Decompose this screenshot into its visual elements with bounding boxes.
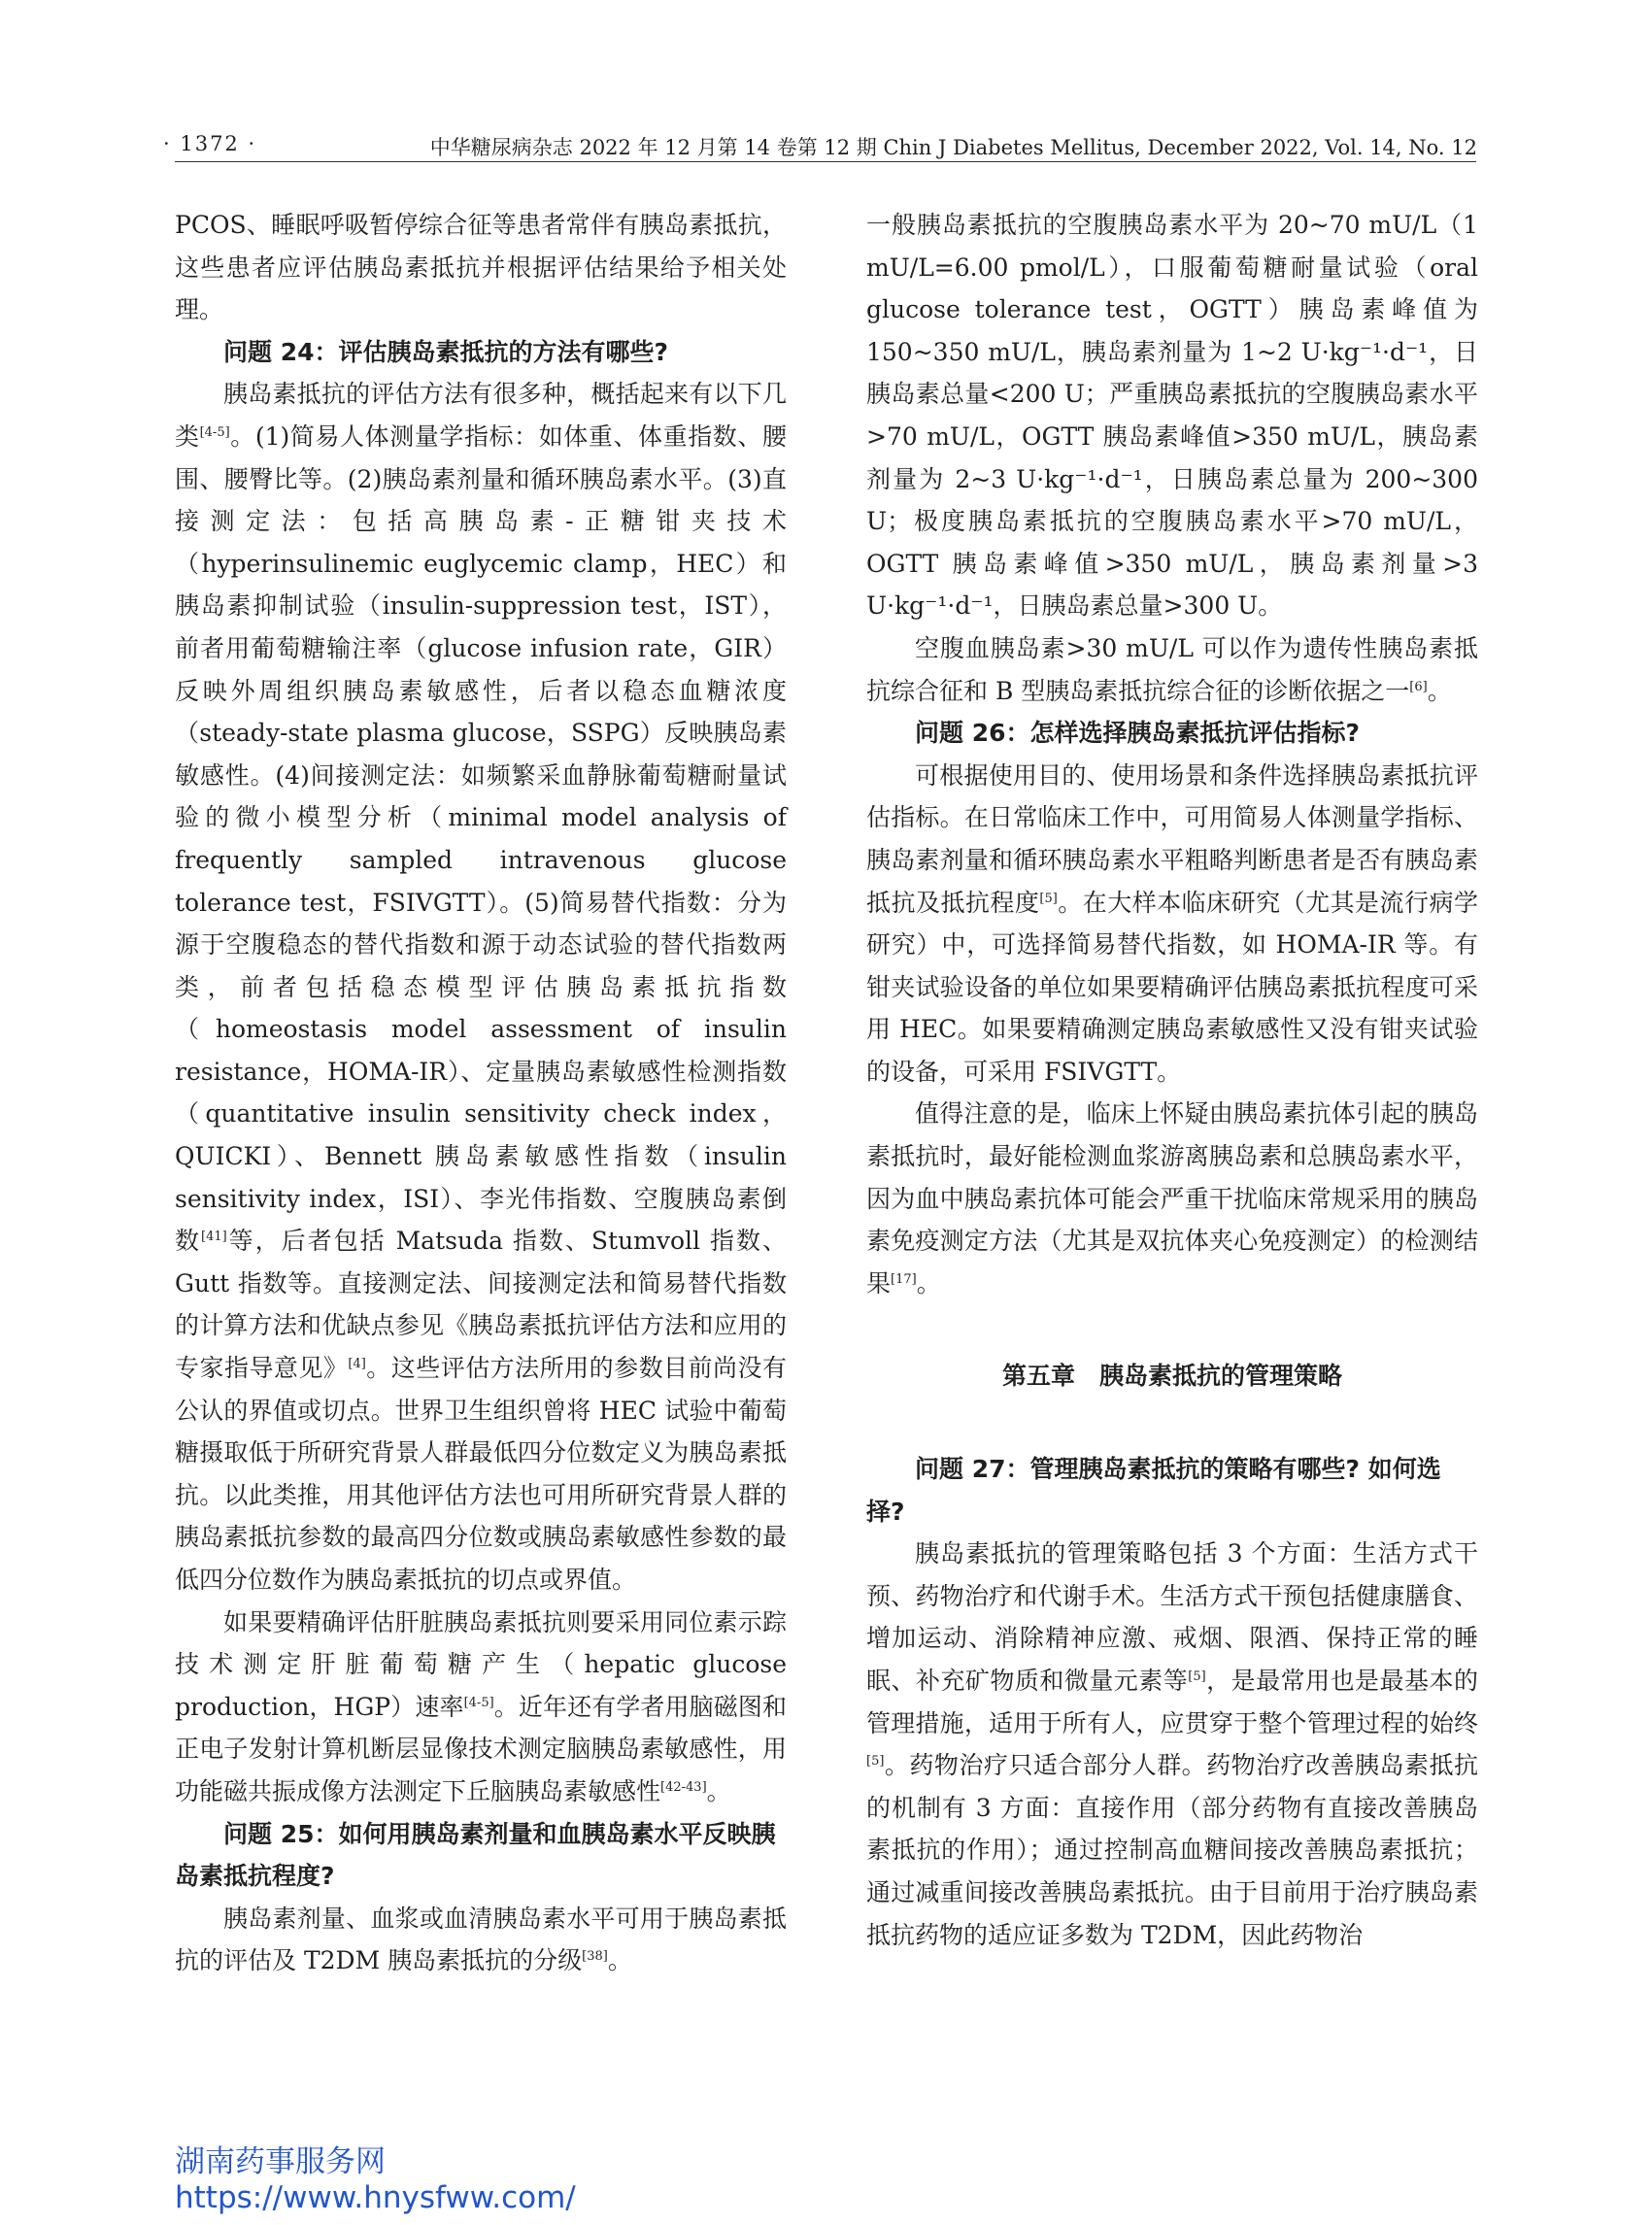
citation: [4] [348,1357,366,1372]
citation: [17] [891,1271,917,1287]
header-rule [175,161,1476,162]
text: 等，后者包括 Matsuda 指数、Stumvoll 指数、Gutt 指数等。直接测定法、间接测定法和简易替代指数的计算方法和优缺点参见《胰岛素抵抗评估方法和应用的专家指导意见》 [175,1227,787,1383]
watermark [175,2144,576,2216]
paragraph [175,1601,787,1813]
text: 。 [607,1946,632,1975]
watermark-url[interactable]: https://www.hnysfww.com/ [175,2180,576,2215]
question-27-heading: 问题 27：管理胰岛素抵抗的策略有哪些? 如何选择? [866,1455,1441,1526]
paragraph [866,627,1478,712]
citation: [5] [1039,891,1058,906]
paragraph [866,1533,1478,1956]
text: 。 [916,1268,941,1298]
citation: [6] [1409,679,1428,694]
text: 。(1)简易人体测量学指标：如体重、体重指数、腰围、腰臀比等。(2)胰岛素剂量和循环胰岛素水平。(3)直接测定法：包括高胰岛素-正糖钳夹技术（hyperinsulinemic euglycemic clamp，HEC）和胰岛素抑制试验（insulin-suppression test，IST），前者用葡萄糖输注率（glucose infusion rate，GIR）反映外周组织胰岛素敏感性，后者以稳态血糖浓度（steady-state plasma glucose，SSPG）反映胰岛素敏感性。(4)间接测定法：如频繁采血静脉葡萄糖耐量试验的微小模型分析（minimal model analysis of frequently sampled intravenous glucose tolerance test，FSIVGTT）。(5)简易替代指数：分为源于空腹稳态的替代指数和源于动态试验的替代指数两类，前者包括稳态模型评估胰岛素抵抗指数（homeostasis model assessment of insulin resistance，HOMA-IR）、定量胰岛素敏感性检测指数（quantitative insulin sensitivity check index，QUICKI）、Bennett 胰岛素敏感性指数（insulin sensitivity index，ISI）、李光伟指数、空腹胰岛素倒数 [175,421,787,1256]
text: 。药物治疗只适合部分人群。药物治疗改善胰岛素抵抗的机制有 3 方面：直接作用（部分药物有直接改善胰岛素抵抗的作用）；通过控制高血糖间接改善胰岛素抵抗；通过减重间接改善胰岛素抵抗。由于目前用于治疗胰岛素抵抗药物的适应证多数为 T2DM，因此药物治 [866,1751,1478,1949]
text: 胰岛素抵抗的管理策略包括 3 个方面：生活方式干预、药物治疗和代谢手术。生活方式干预包括健康膳食、增加运动、消除精神应激、戒烟、限酒、保持正常的睡眠、补充矿物质和微量元素等 [866,1539,1478,1695]
paragraph [175,373,787,1601]
citation: [5] [866,1754,885,1770]
chapter-heading: 第五章 胰岛素抵抗的管理策略 [1001,1362,1342,1391]
text: 。 [1427,676,1452,705]
text: 。 [706,1776,731,1805]
citation: [41] [201,1230,227,1245]
page-number: · 1372 · [163,132,257,155]
citation: [4-5] [463,1695,494,1710]
paragraph [866,755,1478,1094]
text: 。这些评估方法所用的参数目前尚没有公认的界值或切点。世界卫生组织曾将 HEC 试验中葡萄糖摄取低于所研究背景人群最低四分位数定义为胰岛素抵抗。以此类推，用其他评估方法也可用所研究背景人群的胰岛素抵抗参数的最高四分位数或胰岛素敏感性参数的最低四分位数作为胰岛素抵抗的切点或界值。 [175,1354,787,1594]
paragraph: PCOS、睡眠呼吸暂停综合征等患者常伴有胰岛素抵抗，这些患者应评估胰岛素抵抗并根据评估结果给予相关处理。 [175,211,787,324]
text: 可根据使用目的、使用场景和条件选择胰岛素抵抗评估指标。在日常临床工作中，可用简易人体测量学指标、胰岛素剂量和循环胰岛素水平粗略判断患者是否有胰岛素抵抗及抵抗程度 [866,760,1478,917]
watermark-site-name: 湖南药事服务网 [175,2144,386,2179]
text: 胰岛素剂量、血浆或血清胰岛素水平可用于胰岛素抵抗的评估及 T2DM 胰岛素抵抗的分级 [175,1904,787,1975]
question-24-heading: 问题 24：评估胰岛素抵抗的方法有哪些? [223,337,668,366]
paragraph: 一般胰岛素抵抗的空腹胰岛素水平为 20~70 mU/L（1 mU/L=6.00 pmol/L），口服葡萄糖耐量试验（oral glucose tolerance test，OGTT）胰岛素峰值为 150~350 mU/L，胰岛素剂量为 1~2 U·kg⁻¹·d⁻¹，日胰岛素总量<200 U；严重胰岛素抵抗的空腹胰岛素水平>70 mU/L，OGTT 胰岛素峰值>350 mU/L，胰岛素剂量为 2~3 U·kg⁻¹·d⁻¹，日胰岛素总量为 200~300 U；极度胰岛素抵抗的空腹胰岛素水平>70 mU/L，OGTT 胰岛素峰值>350 mU/L，胰岛素剂量>3 U·kg⁻¹·d⁻¹，日胰岛素总量>300 U。 [866,211,1478,621]
paragraph [866,1093,1478,1304]
citation: [5] [1188,1669,1206,1684]
text: ，是最常用也是最基本的管理措施，适用于所有人，应贯穿于整个管理过程的始终 [866,1667,1478,1737]
text: 。在大样本临床研究（尤其是流行病学研究）中，可选择简易替代指数，如 HOMA-IR 等。有钳夹试验设备的单位如果要精确评估胰岛素抵抗程度可采用 HEC。如果要精确测定胰岛素敏感性又没有钳夹试验的设备，可采用 FSIVGTT。 [866,888,1478,1086]
citation: [38] [582,1949,608,1965]
text: 胰岛素抵抗的评估方法有很多种，概括起来有以下几类 [175,380,787,451]
text: 值得注意的是，临床上怀疑由胰岛素抗体引起的胰岛素抵抗时，最好能检测血浆游离胰岛素和总胰岛素水平，因为血中胰岛素抗体可能会严重干扰临床常规采用的胰岛素免疫测定方法（尤其是双抗体夹心免疫测定）的检测结果 [866,1099,1478,1298]
text: 如果要精确评估肝脏胰岛素抵抗则要采用同位素示踪技术测定肝脏葡萄糖产生（hepatic glucose production，HGP）速率 [175,1607,787,1721]
text: 。近年还有学者用脑磁图和正电子发射计算机断层显像技术测定脑胰岛素敏感性，用功能磁共振成像方法测定下丘脑胰岛素敏感性 [175,1692,787,1805]
paragraph [175,1898,787,1982]
question-25-heading: 问题 25：如何用胰岛素剂量和血胰岛素水平反映胰岛素抵抗程度? [175,1819,776,1891]
left-column [175,204,787,1982]
citation: [42-43] [660,1779,707,1795]
text: 空腹血胰岛素>30 mU/L 可以作为遗传性胰岛素抵抗综合征和 B 型胰岛素抵抗综合征的诊断依据之一 [866,633,1478,705]
citation: [4-5] [199,424,230,440]
question-26-heading: 问题 26：怎样选择胰岛素抵抗评估指标? [915,719,1360,748]
journal-header: 中华糖尿病杂志 2022 年 12 月第 14 卷第 12 期 Chin J Diabetes Mellitus, December 2022, Vol. 14, No. 12 [429,136,1477,159]
right-column [866,204,1478,1956]
